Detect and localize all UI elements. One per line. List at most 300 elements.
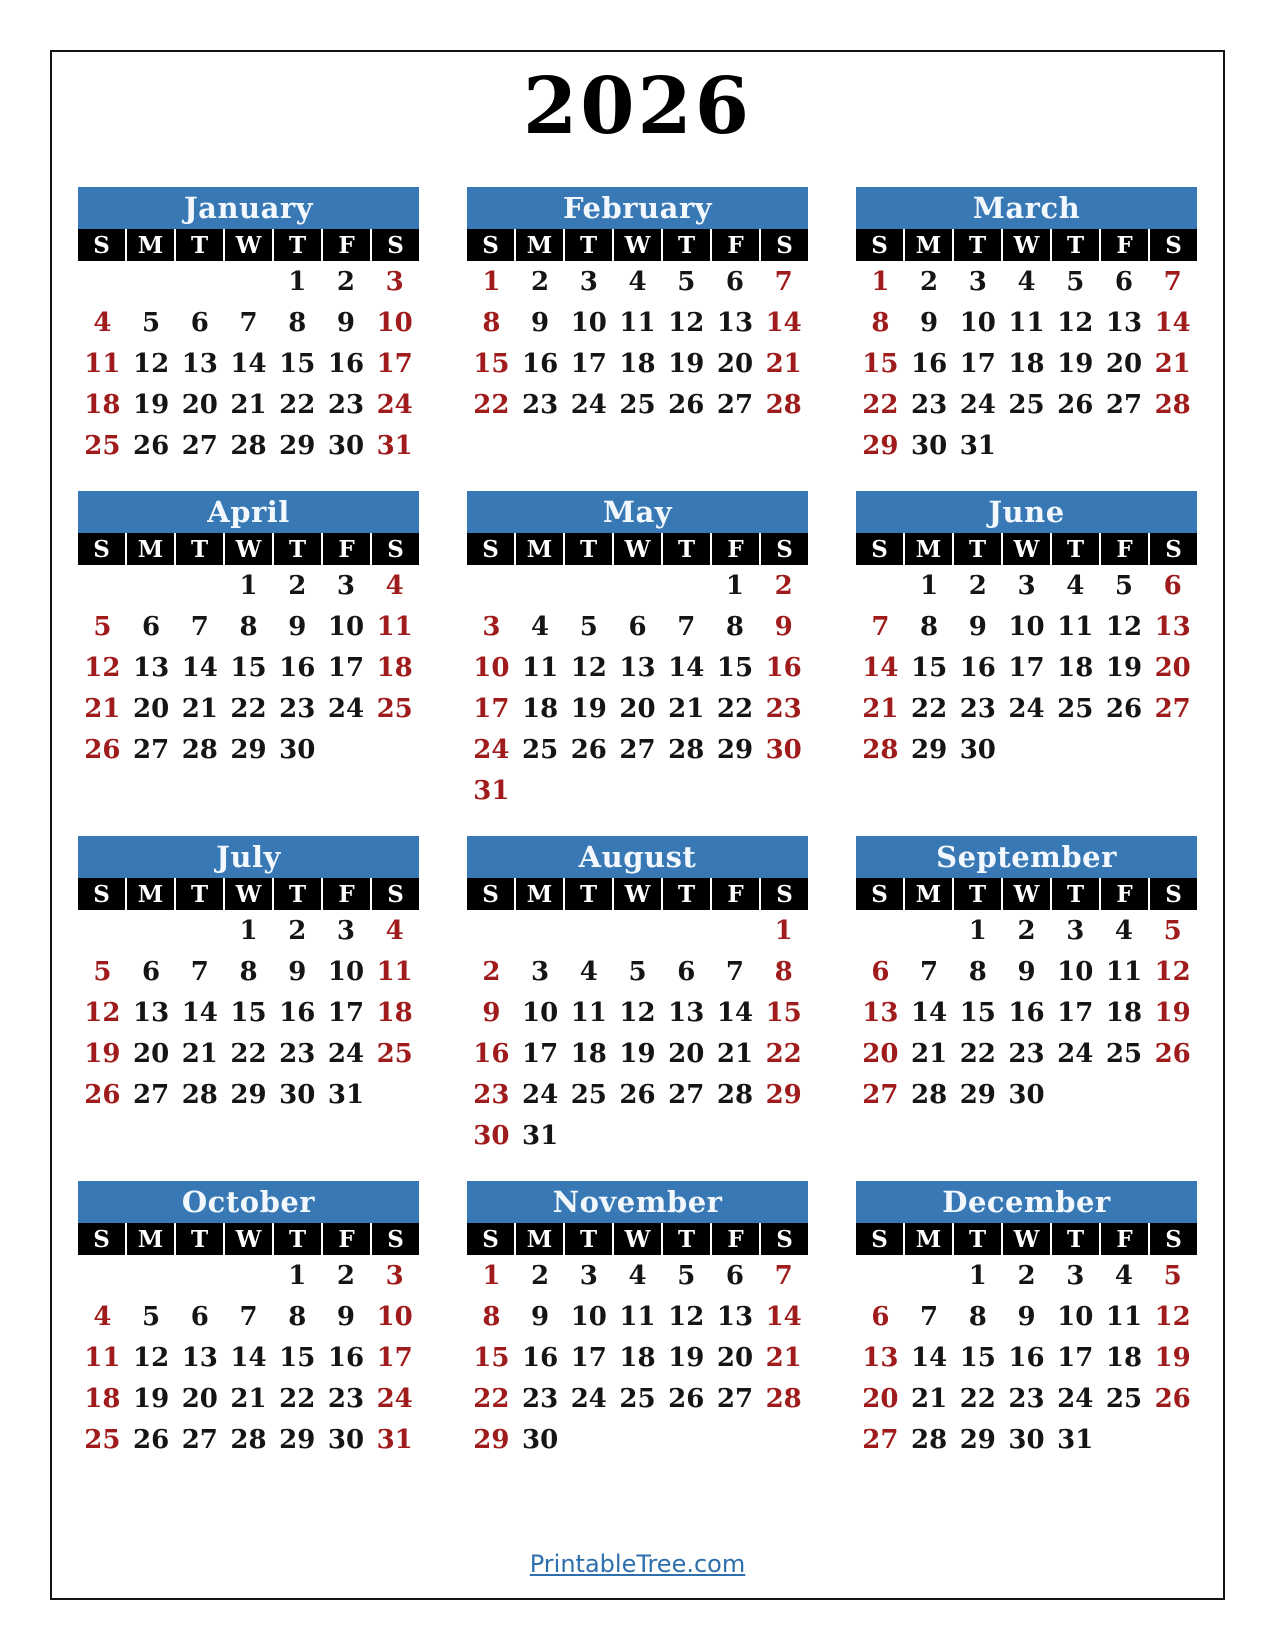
day-header-cell: T [663,533,710,565]
date-cell: 24 [327,1038,365,1069]
week-row [467,1255,808,1296]
date-cell: 2 [920,266,939,297]
day-header-row [856,229,1197,261]
month-header [856,187,1197,229]
empty-date-cell [662,1115,711,1156]
empty-date-cell [1100,1074,1149,1115]
date-cell: 2 [288,570,307,601]
empty-date-cell [78,261,127,302]
date-cell: 3 [336,915,355,946]
date-cell: 18 [84,389,121,420]
date-cell: 14 [910,1342,948,1373]
date-cell: 29 [862,430,899,461]
date-cell: 4 [385,915,404,946]
week-row [78,261,419,302]
empty-date-cell [78,565,127,606]
date-cell: 8 [482,1301,501,1332]
date-cell: 9 [1017,1301,1036,1332]
month-block [78,1181,419,1460]
week-row [78,606,419,647]
empty-date-cell [711,770,760,811]
day-header-cell: T [176,533,223,565]
date-cell: 8 [482,307,501,338]
month-block [467,1181,808,1460]
week-row [856,425,1197,466]
month-block [856,187,1197,466]
week-row [78,1074,419,1115]
date-cell: 18 [521,693,559,724]
date-cell: 20 [668,1038,705,1069]
day-header-cell: S [856,878,903,910]
date-cell: 19 [84,1038,121,1069]
month-name: January [183,191,314,225]
week-row [467,1419,808,1460]
date-cell: 15 [230,652,267,683]
month-name: May [602,495,673,529]
date-cell: 11 [1057,611,1094,642]
week-row [78,1378,419,1419]
day-header-cell: S [761,533,808,565]
date-cell: 22 [230,693,267,724]
empty-date-cell [564,565,613,606]
date-cell: 3 [336,570,355,601]
date-cell: 1 [968,915,987,946]
day-header-cell: W [614,533,661,565]
date-cell: 10 [473,652,510,683]
month-block [78,836,419,1115]
date-cell: 15 [959,997,996,1028]
date-cell: 10 [959,307,996,338]
empty-date-cell [127,910,176,951]
day-header-cell: M [905,878,952,910]
footer-link[interactable]: PrintableTree.com [529,1550,746,1578]
month-header [467,836,808,878]
day-header-cell: F [323,878,370,910]
date-cell: 2 [336,266,355,297]
date-cell: 17 [327,997,365,1028]
date-cell: 26 [668,389,705,420]
date-cell: 11 [376,956,413,987]
date-cell: 19 [1154,997,1191,1028]
date-cell: 4 [628,266,647,297]
date-cell: 18 [1008,348,1045,379]
month-block [467,836,808,1156]
week-row [467,1378,808,1419]
date-cell: 21 [668,693,705,724]
date-cell: 6 [725,1260,744,1291]
month-block [856,836,1197,1115]
date-cell: 12 [570,652,607,683]
date-cell: 30 [1008,1079,1045,1110]
day-header-cell: F [712,229,759,261]
month-weeks [467,261,808,425]
date-cell: 6 [725,266,744,297]
date-cell: 10 [1008,611,1045,642]
empty-date-cell [856,910,905,951]
day-header-cell: S [78,533,125,565]
day-header-cell: F [323,229,370,261]
empty-date-cell [759,770,808,811]
empty-date-cell [711,1115,760,1156]
day-header-cell: S [856,229,903,261]
day-header-row [467,878,808,910]
date-cell: 13 [668,997,705,1028]
date-cell: 5 [579,611,598,642]
date-cell: 10 [1057,956,1094,987]
week-row [78,951,419,992]
week-row [467,647,808,688]
week-row [78,384,419,425]
month-block [856,1181,1197,1460]
day-header-cell: F [1101,533,1148,565]
date-cell: 6 [628,611,647,642]
date-cell: 1 [288,266,307,297]
week-row [856,1074,1197,1115]
date-cell: 27 [181,430,218,461]
date-cell: 20 [181,389,218,420]
date-cell: 4 [93,1301,112,1332]
date-cell: 7 [239,307,258,338]
month-header [467,187,808,229]
empty-date-cell [175,1255,224,1296]
date-cell: 5 [1163,915,1182,946]
date-cell: 6 [677,956,696,987]
date-cell: 20 [1154,652,1191,683]
date-cell: 9 [531,1301,550,1332]
date-cell: 30 [327,1424,365,1455]
week-row [467,343,808,384]
date-cell: 22 [279,389,316,420]
date-cell: 10 [570,1301,607,1332]
date-cell: 18 [1057,652,1094,683]
date-cell: 2 [1017,1260,1036,1291]
date-cell: 28 [1154,389,1191,420]
empty-date-cell [564,1419,613,1460]
day-header-cell: W [614,1223,661,1255]
day-header-cell: T [1052,533,1099,565]
empty-date-cell [1002,425,1051,466]
date-cell: 24 [327,693,365,724]
date-cell: 22 [230,1038,267,1069]
date-cell: 28 [910,1424,948,1455]
month-block [856,491,1197,770]
date-cell: 6 [142,611,161,642]
date-cell: 5 [142,1301,161,1332]
week-row [467,565,808,606]
week-row [78,688,419,729]
date-cell: 12 [668,307,705,338]
day-header-row [78,229,419,261]
date-cell: 18 [1105,997,1143,1028]
empty-date-cell [662,910,711,951]
empty-date-cell [1148,1074,1197,1115]
date-cell: 28 [181,1079,218,1110]
date-cell: 9 [774,611,793,642]
date-cell: 12 [1154,956,1191,987]
date-cell: 20 [132,1038,170,1069]
week-row [78,1296,419,1337]
day-header-row [856,533,1197,565]
date-cell: 20 [1105,348,1143,379]
empty-date-cell [856,565,905,606]
empty-date-cell [127,565,176,606]
day-header-cell: W [225,533,272,565]
month-weeks [856,910,1197,1115]
empty-date-cell [370,729,419,770]
day-header-cell: W [1003,229,1050,261]
day-header-cell: S [372,533,419,565]
date-cell: 14 [765,1301,802,1332]
date-cell: 12 [84,997,121,1028]
date-cell: 26 [1154,1038,1191,1069]
date-cell: 9 [336,307,355,338]
empty-date-cell [759,1419,808,1460]
date-cell: 13 [862,997,899,1028]
date-cell: 27 [668,1079,705,1110]
empty-date-cell [516,565,565,606]
day-header-cell: S [1150,533,1197,565]
empty-date-cell [1051,425,1100,466]
empty-date-cell [467,910,516,951]
date-cell: 4 [531,611,550,642]
week-row [78,1033,419,1074]
day-header-cell: F [1101,878,1148,910]
month-header [856,1181,1197,1223]
date-cell: 28 [668,734,705,765]
day-header-cell: S [1150,229,1197,261]
date-cell: 23 [1008,1038,1045,1069]
date-cell: 11 [521,652,559,683]
day-header-cell: M [905,229,952,261]
week-row [78,343,419,384]
date-cell: 23 [279,1038,316,1069]
date-cell: 15 [230,997,267,1028]
week-row [856,729,1197,770]
month-header [856,836,1197,878]
week-row [856,910,1197,951]
date-cell: 17 [521,1038,559,1069]
date-cell: 26 [668,1383,705,1414]
page-frame [50,50,1225,1600]
month-header [467,1181,808,1223]
date-cell: 17 [1008,652,1045,683]
day-header-cell: T [565,878,612,910]
date-cell: 11 [619,307,656,338]
date-cell: 30 [765,734,802,765]
date-cell: 21 [910,1383,948,1414]
date-cell: 12 [668,1301,705,1332]
date-cell: 22 [279,1383,316,1414]
date-cell: 1 [968,1260,987,1291]
date-cell: 26 [1105,693,1143,724]
date-cell: 17 [1057,1342,1094,1373]
date-cell: 23 [910,389,948,420]
date-cell: 18 [570,1038,607,1069]
week-row [467,688,808,729]
day-header-cell: S [467,229,514,261]
date-cell: 6 [1163,570,1182,601]
month-weeks [856,1255,1197,1460]
month-weeks [467,1255,808,1460]
date-cell: 24 [570,1383,607,1414]
date-cell: 10 [327,611,365,642]
date-cell: 10 [570,307,607,338]
date-cell: 7 [1163,266,1182,297]
date-cell: 17 [570,348,607,379]
date-cell: 13 [862,1342,899,1373]
day-header-cell: F [323,1223,370,1255]
day-header-cell: M [905,1223,952,1255]
date-cell: 27 [619,734,656,765]
month-name: November [552,1185,723,1219]
date-cell: 3 [579,1260,598,1291]
week-row [856,565,1197,606]
empty-date-cell [127,261,176,302]
date-cell: 3 [579,266,598,297]
date-cell: 2 [968,570,987,601]
date-cell: 24 [959,389,996,420]
day-header-cell: S [761,878,808,910]
date-cell: 1 [482,1260,501,1291]
date-cell: 5 [1163,1260,1182,1291]
date-cell: 17 [473,693,510,724]
date-cell: 30 [521,1424,559,1455]
day-header-cell: S [467,533,514,565]
date-cell: 28 [230,430,267,461]
date-cell: 15 [910,652,948,683]
week-row [78,910,419,951]
date-cell: 4 [628,1260,647,1291]
date-cell: 8 [871,307,890,338]
date-cell: 28 [181,734,218,765]
month-weeks [78,261,419,466]
day-header-cell: S [372,229,419,261]
date-cell: 14 [668,652,705,683]
day-header-cell: M [127,229,174,261]
date-cell: 30 [473,1120,510,1151]
week-row [78,729,419,770]
date-cell: 19 [132,389,170,420]
date-cell: 9 [968,611,987,642]
date-cell: 25 [619,389,656,420]
day-header-cell: W [1003,1223,1050,1255]
month-weeks [467,910,808,1156]
date-cell: 9 [1017,956,1036,987]
day-header-cell: W [225,229,272,261]
date-cell: 22 [473,389,510,420]
date-cell: 27 [862,1079,899,1110]
date-cell: 17 [376,1342,413,1373]
date-cell: 7 [920,956,939,987]
date-cell: 24 [1008,693,1045,724]
date-cell: 17 [570,1342,607,1373]
day-header-cell: S [761,1223,808,1255]
day-header-cell: F [1101,229,1148,261]
date-cell: 22 [716,693,754,724]
empty-date-cell [224,261,273,302]
date-cell: 6 [871,956,890,987]
empty-date-cell [711,1419,760,1460]
date-cell: 27 [716,389,754,420]
date-cell: 21 [862,693,899,724]
empty-date-cell [662,1419,711,1460]
empty-date-cell [78,1255,127,1296]
date-cell: 8 [239,611,258,642]
date-cell: 7 [725,956,744,987]
empty-date-cell [711,910,760,951]
day-header-cell: T [565,229,612,261]
date-cell: 11 [1105,956,1143,987]
empty-date-cell [467,565,516,606]
day-header-cell: F [712,1223,759,1255]
date-cell: 13 [181,348,218,379]
date-cell: 24 [473,734,510,765]
empty-date-cell [1100,425,1149,466]
date-cell: 24 [376,1383,413,1414]
empty-date-cell [1002,729,1051,770]
date-cell: 16 [959,652,996,683]
date-cell: 9 [531,307,550,338]
date-cell: 14 [230,348,267,379]
month-weeks [856,565,1197,770]
empty-date-cell [613,565,662,606]
month-block [78,187,419,466]
date-cell: 16 [521,348,559,379]
date-cell: 22 [862,389,899,420]
date-cell: 26 [84,1079,121,1110]
day-header-cell: T [274,878,321,910]
date-cell: 1 [482,266,501,297]
day-header-row [856,1223,1197,1255]
date-cell: 1 [920,570,939,601]
date-cell: 25 [1105,1038,1143,1069]
date-cell: 13 [716,307,754,338]
empty-date-cell [662,770,711,811]
month-name: July [216,840,281,874]
month-name: December [942,1185,1111,1219]
date-cell: 16 [279,997,316,1028]
date-cell: 17 [1057,997,1094,1028]
empty-date-cell [613,910,662,951]
date-cell: 28 [716,1079,754,1110]
day-header-row [467,229,808,261]
empty-date-cell [759,1115,808,1156]
date-cell: 4 [1114,915,1133,946]
date-cell: 23 [327,1383,365,1414]
empty-date-cell [905,1255,954,1296]
date-cell: 16 [765,652,802,683]
date-cell: 4 [1066,570,1085,601]
date-cell: 1 [288,1260,307,1291]
date-cell: 17 [376,348,413,379]
date-cell: 10 [1057,1301,1094,1332]
date-cell: 1 [774,915,793,946]
empty-date-cell [613,1115,662,1156]
date-cell: 19 [1057,348,1094,379]
month-name: August [578,840,697,874]
week-row [856,1255,1197,1296]
date-cell: 11 [84,348,121,379]
day-header-cell: M [516,878,563,910]
date-cell: 23 [279,693,316,724]
date-cell: 15 [473,348,510,379]
day-header-cell: S [467,1223,514,1255]
day-header-row [467,1223,808,1255]
date-cell: 1 [725,570,744,601]
empty-date-cell [516,910,565,951]
date-cell: 15 [473,1342,510,1373]
date-cell: 22 [910,693,948,724]
